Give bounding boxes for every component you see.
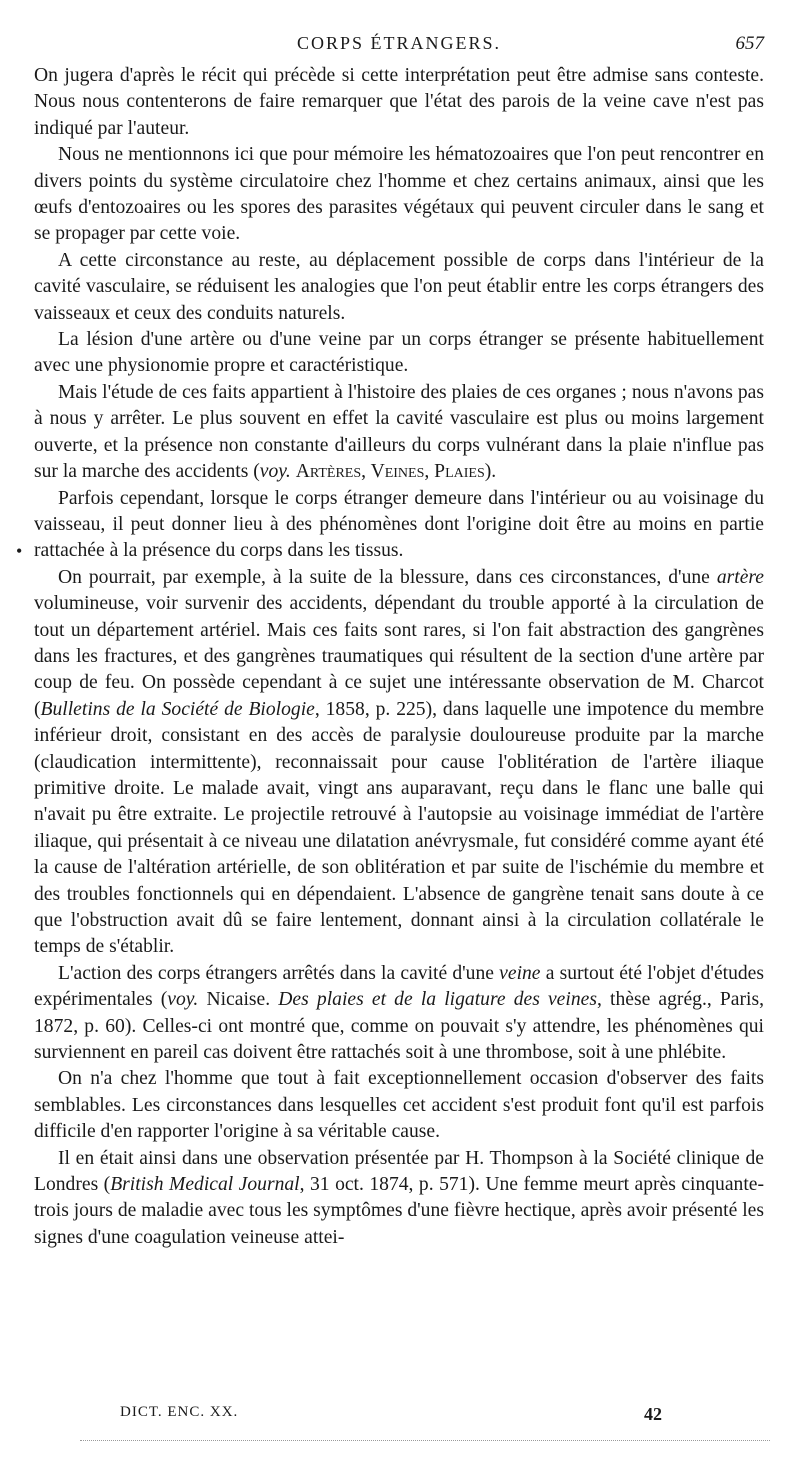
paragraph: La lésion d'une artère ou d'une veine par un corps étranger se présente habituellement avec une physionomie propre et caractéristique. bbox=[34, 329, 764, 377]
italic-term: veine bbox=[499, 962, 541, 984]
paragraph: L'action des corps étrangers arrêtés dans la cavité d'une veine a surtout été l'objet d'études expérimentales (voy. Nicaise. Des plaies et de la ligature des veines, thèse agrég., Paris, 1872, p. 60). Celles-ci ont montré que, comme on pouvait s'y attendre, les phénomènes qui surviennent en pareil cas doivent être rattachés soit à une thrombose, soit à une phlébite. bbox=[34, 962, 764, 1064]
cross-reference: Artères, Veines, Plaies bbox=[295, 461, 485, 483]
italic-citation: Des plaies et de la ligature des veines bbox=[278, 989, 597, 1011]
signature-line bbox=[34, 1404, 764, 1430]
italic-term: artère bbox=[716, 566, 764, 588]
paragraph: Mais l'étude de ces faits appartient à l'histoire des plaies de ces organes ; nous n'avons pas à nous y arrêter. Le plus souvent en effet la cavité vasculaire est plus ou moins largement ouverte, et la présence non constante d'ailleurs du corps vulnérant dans la plaie n'influe pas sur la marche des accidents (voy. Artères, Veines, Plaies). bbox=[34, 381, 764, 483]
paragraph: On pourrait, par exemple, à la suite de la blessure, dans ces circonstances, d'une artère volumineuse, voir survenir des accidents, dépendant du trouble apporté à la circulation de tout un département artériel. Mais ces faits sont rares, si l'on fait abstraction des gangrènes dans les fractures, et des gangrènes traumatiques qui résultent de la section d'une artère par coup de feu. On possède cependant à ce sujet une intéressante observation de M. Charcot (Bulletins de la Société de Biologie, 1858, p. 225), dans laquelle une impotence du membre inférieur droit, consistant en des accès de paralysie douloureuse produite par la marche (claudication intermittente), reconnaissait pour cause l'oblitération de l'artère iliaque primitive droite. Le malade avait, vingt ans auparavant, reçu dans le flanc une balle qui n'avait pu être extraite. Le projectile retrouvé à l'autopsie au voisinage immédiat de l'artère iliaque, qui présentait à ce niveau une dilatation anévrysmale, fut considéré comme ayant été la cause de l'altération artérielle, de son oblitération et par suite de l'ischémie du membre et des troubles fonctionnels qui en dépendaient. L'absence de gangrène tenait sans doute à ce que l'obstruction avait dû se faire lentement, donnant ainsi à la circulation collatérale le temps de s'établir. bbox=[34, 566, 764, 958]
running-header bbox=[34, 33, 764, 59]
italic-citation: Bulletins de la Société de Biologie bbox=[40, 698, 315, 720]
paragraph: Il en était ainsi dans une observation présentée par H. Thompson à la Société clinique de Londres (British Medical Journal, 31 oct. 1874, p. 571). Une femme meurt après cinquante-trois jours de maladie avec tous les symptômes d'une fièvre hectique, après avoir présenté les signes d'une coagulation veineuse attei- bbox=[34, 1147, 764, 1248]
paragraph: On n'a chez l'homme que tout à fait exceptionnellement occasion d'observer des faits semblables. Les circonstances dans lesquelles cet accident s'est produit font qu'il est parfois difficile d'en rapporter l'origine à sa véritable cause. bbox=[34, 1068, 764, 1143]
paragraph: On jugera d'après le récit qui précède si cette interprétation peut être admise sans conteste. Nous nous contenterons de faire remarquer que l'état des parois de la veine cave n'est pas indiqué par l'auteur. bbox=[34, 65, 764, 139]
italic-reference: voy. bbox=[259, 461, 291, 483]
body-text bbox=[34, 63, 764, 1251]
italic-citation: British Medical Journal bbox=[110, 1174, 300, 1196]
page-number: 657 bbox=[735, 33, 764, 54]
paragraph: Nous ne mentionnons ici que pour mémoire les hématozoaires que l'on peut rencontrer en divers points du système circulatoire chez l'homme et chez certains animaux, ainsi que les œufs d'entozoaires ou les spores des parasites végétaux qui peuvent circuler dans le sang et se propager par cette voie. bbox=[34, 144, 764, 245]
signature-mark: DICT. ENC. XX. bbox=[120, 1404, 239, 1420]
scan-specks bbox=[80, 1440, 770, 1445]
paragraph: A cette circonstance au reste, au déplacement possible de corps dans l'intérieur de la cavité vasculaire, se réduisent les analogies que l'on peut établir entre les corps étrangers des vaisseaux et ceux des conduits naturels. bbox=[34, 249, 764, 324]
margin-mark: • bbox=[16, 541, 23, 561]
running-title: CORPS ÉTRANGERS. bbox=[296, 33, 502, 53]
paragraph: Parfois cependant, lorsque le corps étranger demeure dans l'intérieur ou au voisinage du vaisseau, il peut donner lieu à des phénomènes dont l'origine doit être au moins en partie rattachée à la présence du corps dans les tissus. bbox=[34, 487, 764, 562]
signature-number: 42 bbox=[644, 1404, 662, 1424]
italic-reference: voy. bbox=[167, 989, 199, 1011]
